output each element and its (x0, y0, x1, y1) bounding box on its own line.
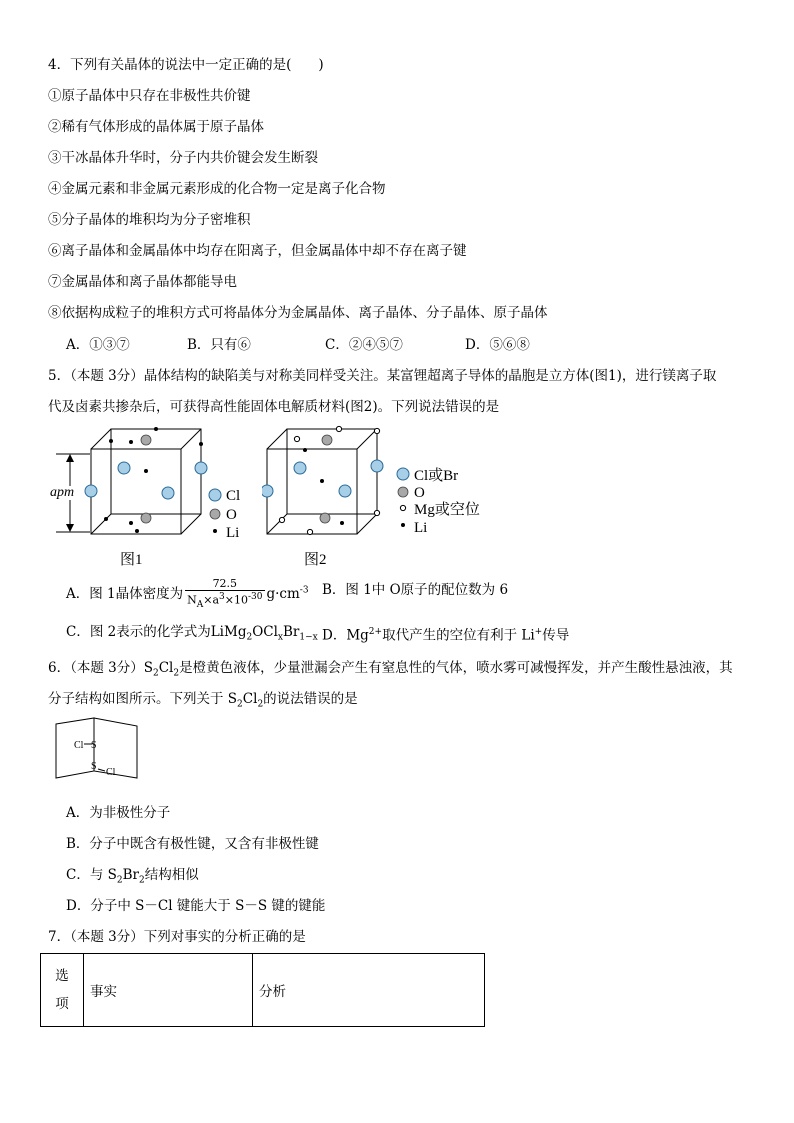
q4-item-5: ⑤分子晶体的堆积均为分子密堆积 (48, 212, 251, 228)
q4-item-3: ③干冰晶体升华时，分子内共价键会发生断裂 (48, 150, 318, 166)
s2cl2-label-s2: S (91, 761, 97, 772)
fig1-legend-cl: Cl (226, 488, 241, 504)
q4-item-8: ⑧依据构成粒子的堆积方式可将晶体分为金属晶体、离子晶体、分子晶体、原子晶体 (48, 305, 548, 321)
fig1-legend-o: O (226, 507, 237, 523)
q5-option-d: D．$Mg^{2+}$取代产生的空位有利于 Li+传导 (322, 627, 570, 644)
q6-option-c: C．与 $S_2Br_2$结构相似 (66, 867, 199, 886)
fig2-legend-mg: Mg或空位 (414, 502, 480, 518)
fig2-legend-o: O (414, 485, 425, 501)
q4-option-c: C．②④⑤⑦ (325, 337, 403, 353)
crystal-figure-1 (44, 424, 254, 570)
q4-item-6: ⑥离子晶体和金属晶体中均存在阳离子，但金属晶体中却不存在离子键 (48, 243, 467, 259)
q4-item-7: ⑦金属晶体和离子晶体都能导电 (48, 274, 237, 290)
table-header-fact: 事实 (84, 954, 253, 1027)
q4-item-1: ①原子晶体中只存在非极性共价键 (48, 88, 251, 104)
q4-item-4: ④金属元素和非金属元素形成的化合物一定是离子化合物 (48, 181, 386, 197)
q4-item-2: ②稀有气体形成的晶体属于原子晶体 (48, 119, 264, 135)
s2cl2-label-cl2: Cl (106, 767, 116, 778)
s2cl2-structure-figure (52, 716, 142, 788)
q6-stem-line2: 分子结构如图所示。下列关于 $S_2Cl_2$的说法错误的是 (48, 691, 358, 710)
s2cl2-label-cl1: Cl (74, 740, 84, 751)
q7-table (40, 953, 485, 1027)
q4-option-b: B．只有⑥ (187, 337, 251, 353)
q6-option-a: A．为非极性分子 (66, 805, 171, 821)
q6-option-d: D．分子中 S－Cl 键能大于 S－S 键的键能 (66, 898, 326, 914)
q5-stem-line1: 5．（本题 3分）晶体结构的缺陷美与对称美同样受关注。某富锂超离子导体的晶胞是立方体(图1)，进行镁离子取 (48, 368, 717, 384)
table-header-option: 选 项 (41, 954, 84, 1027)
q7-stem: 7．（本题 3分）下列对事实的分析正确的是 (48, 929, 306, 945)
table-row (41, 954, 485, 1027)
fig2-caption: 图2 (304, 552, 327, 568)
q5-option-a: A．图 1晶体密度为 $\frac{72.5}{N_A\times a^3\times 10^{-30}}$ $g\cdot cm^{-3}$ (66, 577, 309, 610)
s2cl2-label-s1: S (91, 740, 97, 751)
q4-stem: 4．下列有关晶体的说法中一定正确的是( ) (48, 57, 324, 73)
q5-option-b: B．图 1中 O原子的配位数为 6 (322, 582, 509, 598)
q6-option-b: B．分子中既含有极性键，又含有非极性键 (66, 836, 319, 852)
q6-stem-line1: 6．（本题 3分）$S_2Cl_2$是橙黄色液体，少量泄漏会产生有窒息性的气体，喷水雾可减慢挥发，并产生酸性悬浊液，其 (48, 660, 733, 679)
fig1-caption: 图1 (120, 552, 143, 568)
fig1-legend-li: Li (226, 525, 240, 541)
fig2-legend-li: Li (414, 520, 428, 536)
q4-option-d: D．⑤⑥⑧ (465, 337, 530, 353)
table-header-analysis: 分析 (253, 954, 485, 1027)
fig2-legend-cl-br: Cl或Br (414, 468, 459, 484)
q4-option-a: A．①③⑦ (66, 337, 130, 353)
fig1-dimension-label: apm (50, 485, 75, 500)
q5-stem-line2: 代及卤素共掺杂后，可获得高性能固体电解质材料(图2)。下列说法错误的是 (48, 399, 500, 415)
crystal-figure-2 (262, 424, 502, 570)
q5-option-c: C．图 2表示的化学式为$LiMg_2OCl_xBr_{1-x}$ (66, 624, 318, 643)
